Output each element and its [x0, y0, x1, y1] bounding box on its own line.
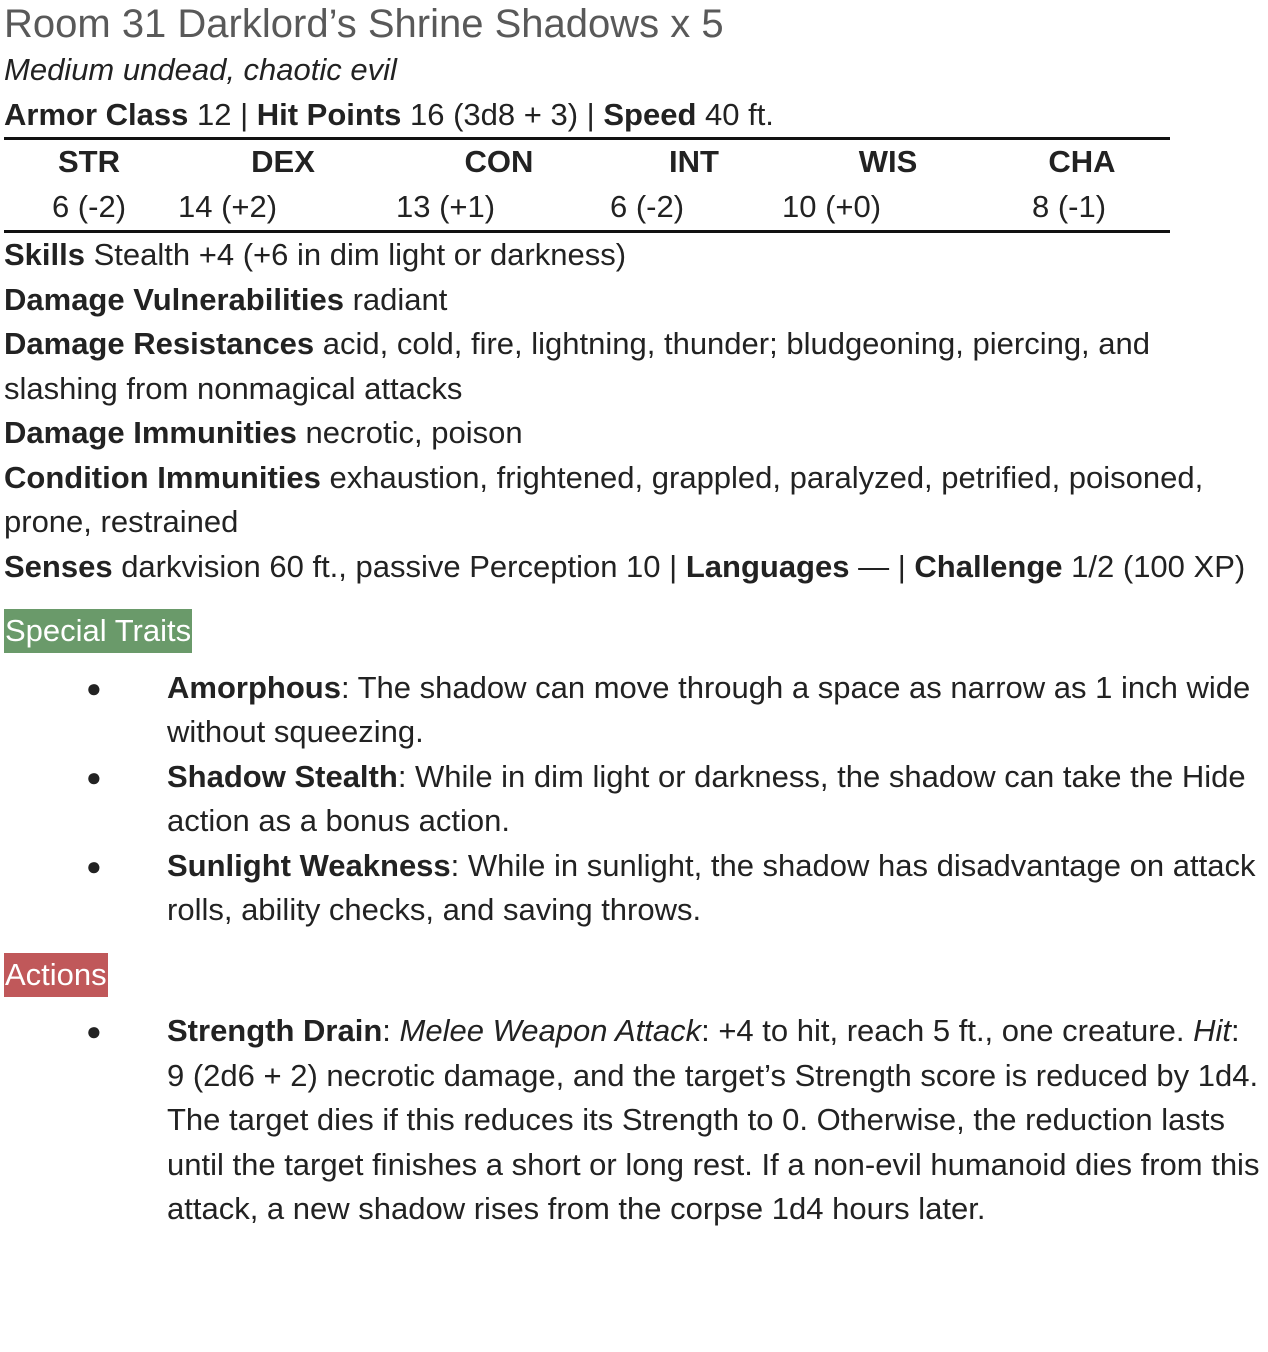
languages-value: — |	[849, 548, 915, 584]
bullet-icon: ●	[86, 672, 102, 703]
trait-name: Sunlight Weakness	[167, 847, 451, 883]
trait-text: : While in sunlight, the shadow has disadvantage on attack rolls, ability checks, and saving throws.	[167, 847, 1256, 927]
list-item	[4, 666, 1262, 755]
action-name: Strength Drain	[167, 1013, 383, 1048]
hit-points-label: Hit Points	[256, 96, 402, 132]
ability-header-cha: CHA	[1048, 144, 1116, 180]
action-separator: :	[382, 1013, 400, 1048]
ability-header-con: CON	[464, 144, 534, 180]
resistances-label: Damage Resistances	[4, 326, 315, 361]
ability-value-int: 6 (-2)	[610, 189, 685, 225]
special-traits-heading: Special Traits	[4, 609, 192, 653]
vulnerabilities-label: Damage Vulnerabilities	[4, 281, 344, 317]
ability-values-row	[4, 185, 1170, 230]
ability-value-str: 6 (-2)	[51, 189, 127, 225]
senses-line	[4, 545, 1268, 590]
special-traits-list	[4, 666, 1268, 933]
list-item	[4, 844, 1262, 933]
actions-list	[4, 1009, 1268, 1232]
damage-immunities-value: necrotic, poison	[296, 415, 523, 450]
core-stats-line	[4, 93, 1268, 138]
condition-immunities-line	[4, 456, 1268, 545]
ability-header-wis: WIS	[858, 144, 918, 180]
hit-text: : 9 (2d6 + 2) necrotic damage, and the target’s Strength score is reduced by 1d4. The target dies if this reduces its Strength to 0. Otherwise, the reduction lasts until the target finishes a short or long rest. If a non-evil humanoid dies from this attack, a new shadow rises from the corpse 1d4 hours later.	[167, 1013, 1260, 1226]
hit-points-value: 16 (3d8 + 3) |	[401, 96, 604, 132]
damage-immunities-line	[4, 411, 1268, 456]
page-title: Room 31 Darklord’s Shrine Shadows x 5	[4, 2, 724, 46]
armor-class-label: Armor Class	[4, 96, 189, 132]
trait-name: Shadow Stealth	[167, 758, 398, 794]
armor-class-value: 12 |	[188, 96, 257, 132]
trait-text: : The shadow can move through a space as narrow as 1 inch wide without squeezing.	[167, 669, 1251, 749]
bullet-icon: ●	[86, 761, 102, 792]
condition-immunities-label: Condition Immunities	[4, 459, 321, 495]
ability-header-int: INT	[669, 144, 719, 180]
senses-value: darkvision 60 ft., passive Perception 10 |	[112, 548, 686, 584]
ability-value-con: 13 (+1)	[396, 189, 496, 225]
list-item	[4, 1009, 1262, 1232]
trait-name: Amorphous	[167, 669, 341, 705]
ability-scores-table	[4, 140, 1170, 230]
condition-immunities-value: exhaustion, frightened, grappled, paralyzed, petrified, poisoned, prone, restrained	[4, 459, 1204, 539]
skills-label: Skills	[4, 237, 85, 272]
ability-header-dex: DEX	[251, 144, 315, 180]
ability-value-wis: 10 (+0)	[782, 189, 882, 225]
vulnerabilities-line	[4, 278, 1268, 323]
speed-label: Speed	[603, 96, 697, 132]
vulnerabilities-value: radiant	[343, 281, 448, 317]
resistances-value: acid, cold, fire, lightning, thunder; bludgeoning, piercing, and slashing from nonmagical attacks	[4, 326, 1151, 406]
creature-type: Medium undead, chaotic evil	[4, 52, 397, 87]
hit-label: Hit	[1193, 1013, 1231, 1048]
resistances-line	[4, 322, 1268, 411]
challenge-label: Challenge	[914, 548, 1063, 584]
attack-type: Melee Weapon Attack	[399, 1013, 702, 1048]
challenge-value: 1/2 (100 XP)	[1062, 548, 1246, 584]
speed-value: 40 ft.	[696, 96, 774, 132]
bullet-icon: ●	[86, 850, 102, 881]
list-item	[4, 755, 1262, 844]
senses-label: Senses	[4, 548, 113, 584]
actions-heading: Actions	[4, 953, 108, 997]
skills-value: Stealth +4 (+6 in dim light or darkness)	[85, 237, 627, 272]
languages-label: Languages	[685, 548, 850, 584]
ability-headers-row	[4, 140, 1170, 185]
damage-immunities-label: Damage Immunities	[4, 415, 297, 450]
ability-header-str: STR	[58, 144, 120, 180]
trait-text: : While in dim light or darkness, the shadow can take the Hide action as a bonus action.	[167, 758, 1246, 838]
ability-value-cha: 8 (-1)	[1032, 189, 1107, 225]
bullet-icon: ●	[86, 1016, 102, 1046]
ability-value-dex: 14 (+2)	[178, 189, 278, 225]
attack-text: : +4 to hit, reach 5 ft., one creature.	[701, 1013, 1194, 1048]
skills-line	[4, 233, 1268, 278]
